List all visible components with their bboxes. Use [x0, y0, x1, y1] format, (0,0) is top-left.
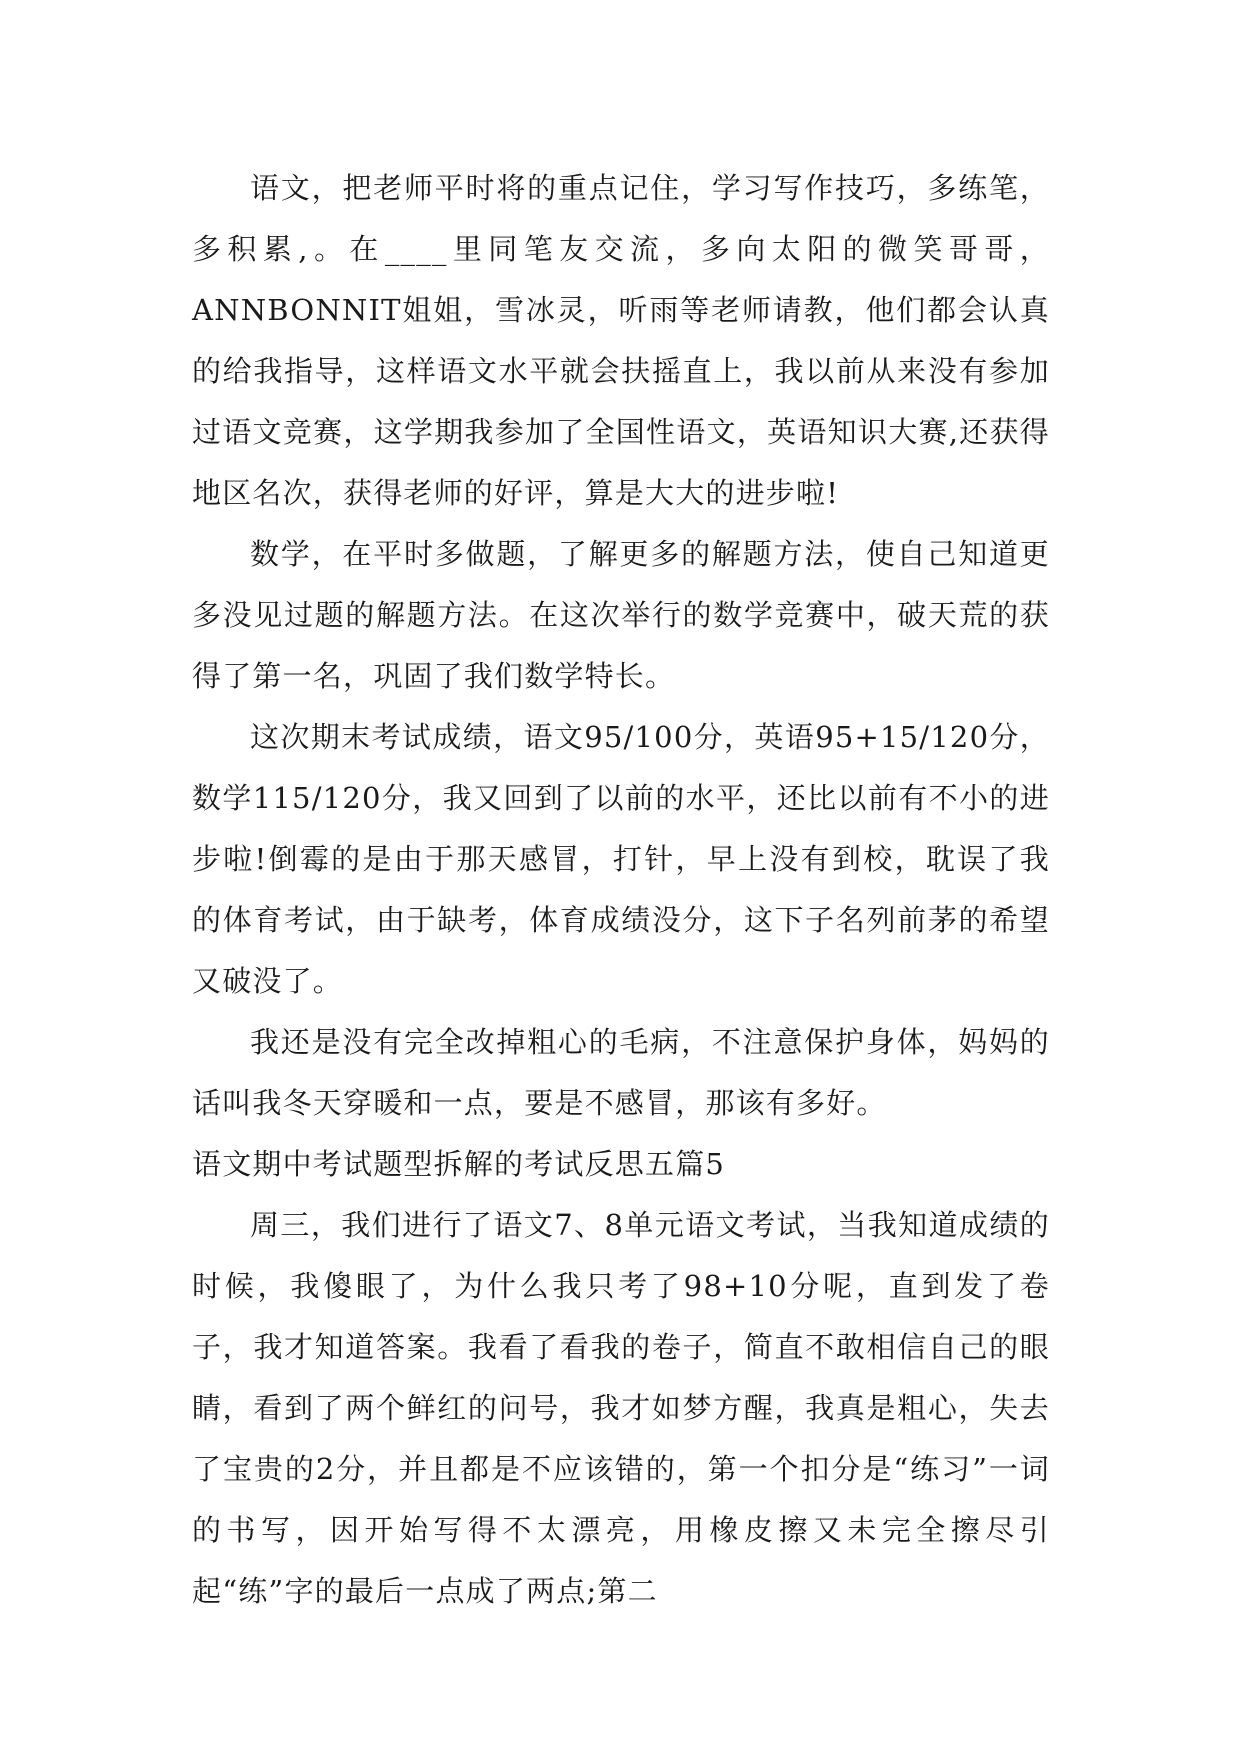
paragraph-final-exam-scores: 这次期末考试成绩，语文95/100分，英语95+15/120分，数学115/120分，我又回到了以前的水平，还比以前有不小的进步啦!倒霉的是由于那天感冒，打针，早上没有到校，耽误了我的体育考试，由于缺考，体育成绩没分，这下子名列前茅的希望又破没了。: [192, 720, 1050, 998]
paragraph-math-study: 数学，在平时多做题，了解更多的解题方法，使自己知道更多没见过题的解题方法。在这次举行的数学竞赛中，破天荒的获得了第一名，巩固了我们数学特长。: [192, 537, 1050, 693]
paragraph-unit-exam-reflection: 周三，我们进行了语文7、8单元语文考试，当我知道成绩的时候，我傻眼了，为什么我只考了98+10分呢，直到发了卷子，我才知道答案。我看了看我的卷子，简直不敢相信自己的眼睛，看到了两个鲜红的问号，我才如梦方醒，我真是粗心，失去了宝贵的2分，并且都是不应该错的，第一个扣分是“练习”一词的书写，因开始写得不太漂亮，用橡皮擦又未完全擦尽引起“练”字的最后一点成了两点;第二: [192, 1208, 1050, 1608]
paragraph-chinese-study: 语文，把老师平时将的重点记住，学习写作技巧，多练笔，多积累,。在____里同笔友交流，多向太阳的微笑哥哥，ANNBONNIT姐姐，雪冰灵，听雨等老师请教，他们都会认真的给我指导，这样语文水平就会扶摇直上，我以前从来没有参加过语文竞赛，这学期我参加了全国性语文，英语知识大赛,还获得地区名次，获得老师的好评，算是大大的进步啦!: [192, 171, 1050, 510]
document-body: [192, 158, 1050, 1622]
section-heading: 语文期中考试题型拆解的考试反思五篇5: [192, 1147, 726, 1181]
paragraph-carelessness: 我还是没有完全改掉粗心的毛病，不注意保护身体，妈妈的话叫我冬天穿暖和一点，要是不感冒，那该有多好。: [192, 1025, 1050, 1120]
